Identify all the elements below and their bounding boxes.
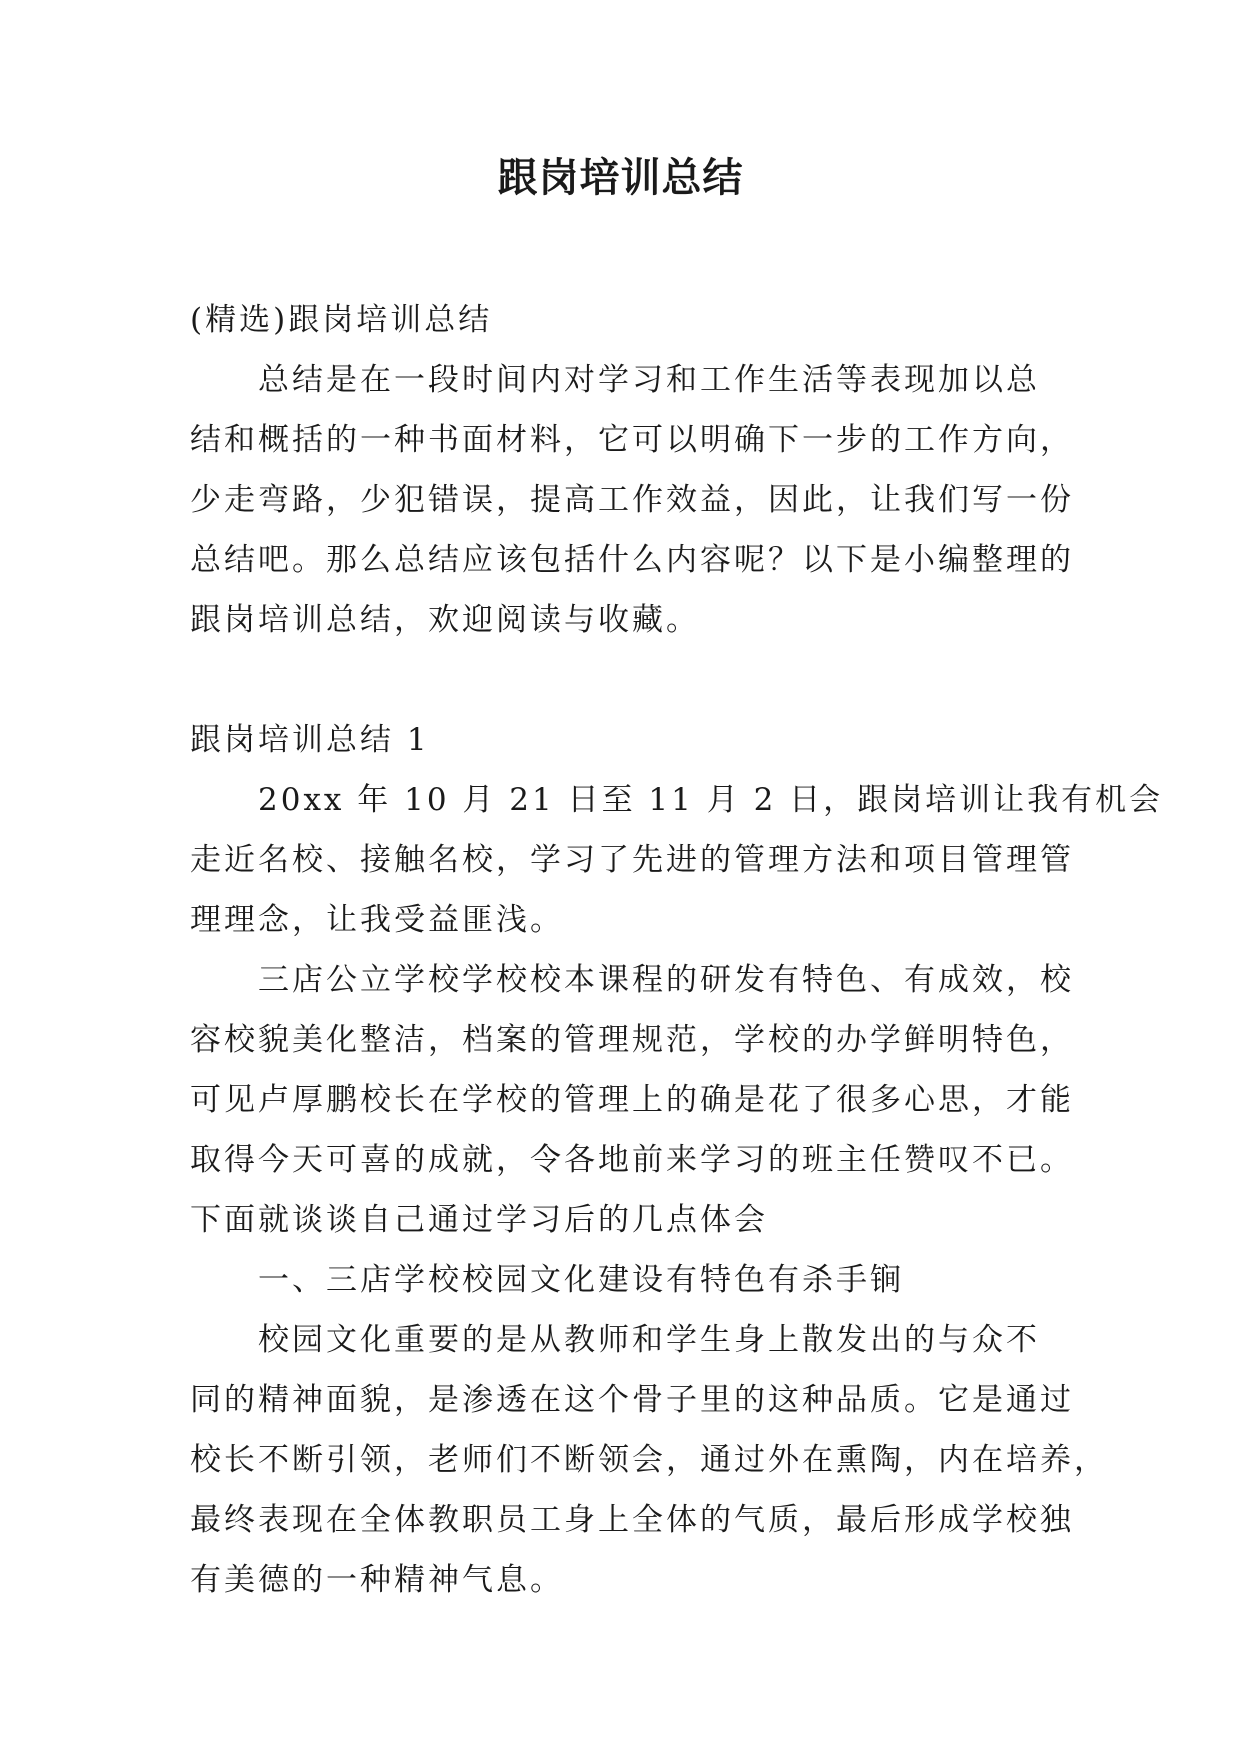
text-line: 校长不断引领，老师们不断领会，通过外在熏陶，内在培养，	[190, 1442, 1108, 1478]
text-line: 走近名校、接触名校，学习了先进的管理方法和项目管理管	[190, 842, 1074, 878]
text-line: 总结是在一段时间内对学习和工作生活等表现加以总	[258, 362, 1040, 398]
text-line: 取得今天可喜的成就，令各地前来学习的班主任赞叹不已。	[190, 1142, 1074, 1178]
text-line: 跟岗培训总结，欢迎阅读与收藏。	[190, 602, 700, 638]
paragraph-spacer	[190, 650, 1060, 710]
document-title: 跟岗培训总结	[497, 154, 744, 201]
text-line: 同的精神面貌，是渗透在这个骨子里的这种品质。它是通过	[190, 1382, 1074, 1418]
text-line: 理理念，让我受益匪浅。	[190, 902, 564, 938]
text-line: 校园文化重要的是从教师和学生身上散发出的与众不	[258, 1322, 1040, 1358]
text-line: 最终表现在全体教职员工身上全体的气质，最后形成学校独	[190, 1502, 1074, 1538]
text-line: 三店公立学校学校校本课程的研发有特色、有成效，校	[258, 962, 1074, 998]
text-line: 下面就谈谈自己通过学习后的几点体会	[190, 1202, 768, 1238]
text-line: 跟岗培训总结 1	[190, 722, 430, 758]
text-line: 容校貌美化整洁，档案的管理规范，学校的办学鲜明特色，	[190, 1022, 1074, 1058]
document-body	[190, 290, 1164, 1610]
text-line: 一、三店学校校园文化建设有特色有杀手锏	[258, 1262, 904, 1298]
text-line: 结和概括的一种书面材料，它可以明确下一步的工作方向，	[190, 422, 1074, 458]
text-line: 少走弯路，少犯错误，提高工作效益，因此，让我们写一份	[190, 482, 1074, 518]
text-line: 总结吧。那么总结应该包括什么内容呢？以下是小编整理的	[190, 542, 1074, 578]
text-line: (精选)跟岗培训总结	[190, 302, 493, 338]
text-line: 20xx 年 10 月 21 日至 11 月 2 日，跟岗培训让我有机会	[258, 782, 1164, 818]
text-line: 可见卢厚鹏校长在学校的管理上的确是花了很多心思，才能	[190, 1082, 1074, 1118]
text-line: 有美德的一种精神气息。	[190, 1562, 564, 1598]
